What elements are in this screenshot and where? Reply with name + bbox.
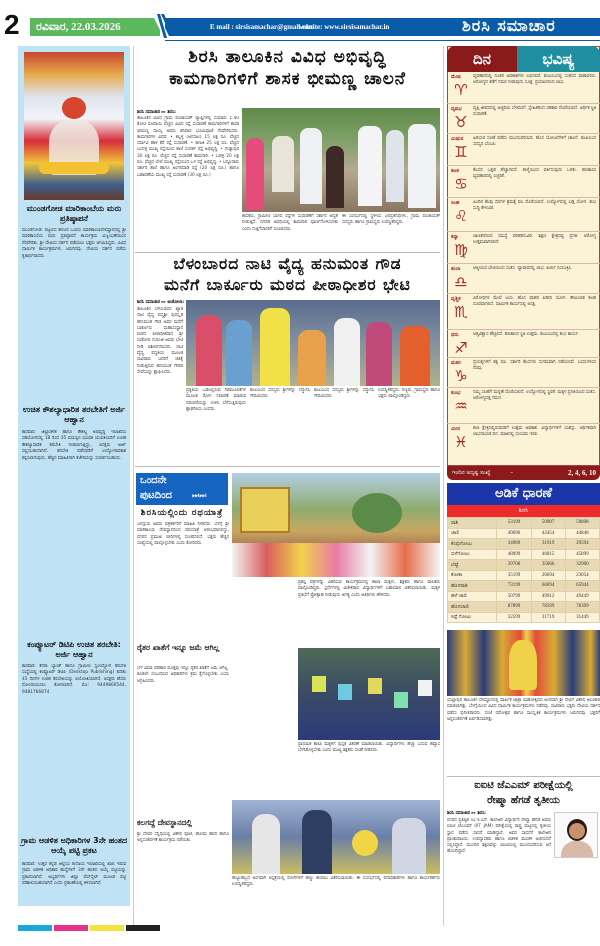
- variety-cell: ಕೆಂಪುಗೋಟು: [448, 539, 497, 550]
- sagittarius-icon: ♐: [454, 339, 468, 357]
- second-body-col4: ಉಪಸ್ಥಿತರಿದ್ದರು. ಗಣ್ಯರು, ಗ್ರಾಮಸ್ಥರು ಹಾಗೂ ಭಕ್ತರು ಪಾಲ್ಗೊಂಡಿದ್ದರು.: [378, 388, 440, 400]
- areca-rate-row: [448, 528, 600, 539]
- max-rate-cell: 50799: [497, 591, 531, 602]
- areca-rate-row: [448, 539, 600, 550]
- horoscope-sign-scorpio: ವೃಶ್ಚಿಕ ♏ ವಿರೋಧಿಗಳ ಮೇಲೆ ಜಯ. ಹೊಸ ವಾಹನ ಖರೀದಿ ಯೋಗ. ಕೌಟುಂಬಿಕ ಕಲಹ ದೂರವಾಗಲಿದೆ. ಧಾರ್ಮಿಕ ಕಾರ್ಯದಲ್ಲಿ ಆಸಕ್ತಿ.: [447, 294, 600, 330]
- farmers-subheadline: ರೈತರ ಖಾತೆಗೆ ಇನ್ನೂ ಜಮೆ ಆಗಿಲ್ಲ: [137, 643, 220, 652]
- kalagadde-subheadline: ಕಲಗದ್ದೆ ದೇವಸ್ಥಾನದಲ್ಲಿ: [137, 818, 192, 827]
- horoscope-sign-cancer: ಕಟಕ ♋ ಕೆಲಸದ ಒತ್ತಡ ಹೆಚ್ಚಾಗಲಿದೆ. ತಾಳ್ಮೆಯಿಂದ ವರ್ತಿಸುವುದು ಒಳಿತು. ಹಣಕಾಸಿನ ವ್ಯವಹಾರದಲ್ಲಿ ಎಚ್ಚರಿಕೆ.: [447, 166, 600, 198]
- lead-body: ತಾಲೂಕಿನ ವಿವಿಧ ಗ್ರಾಮ ಪಂಚಾಯತ್ ವ್ಯಾಪ್ತಿಗಳಲ್ಲಿ ಸುಮಾರು 1.40 ಕೋಟಿ ರೂಪಾಯಿ ವೆಚ್ಚದ ವಿವಿಧ ರಸ್ತೆ ಸುಧಾರಣೆ ಕಾಮಗಾರಿಗಳಿಗೆ ಶಾಸಕ ಭೀಮಣ್ಣ ನಾಯ್ಕ ಅವರು ಶನಿವಾರ ಭೂಮಿಪೂಜೆ ನೆರವೇರಿಸಿದರು. ಕಾಮಗಾರಿಗಳ ವಿವರ: • ಕಲ್ಲಳ್ಳಿ (ಅಗಸಾಲ) 15 ಲಕ್ಷ ರೂ. ವೆಚ್ಚದ ಸರ್ಪಾವಿ ಹಾಳಿ ಕೆರೆ ರಸ್ತೆ ಸುಧಾರಣೆ. • ಹಣಜಿ 25 ಲಕ್ಷ ರೂ. ವೆಚ್ಚದ ಬಂದಳ್ಳಿ ಮುಖ್ಯ ರಸ್ತೆಯಿಂದ ಶಾಲೆ ಸಂಪರ್ಕ ರಸ್ತೆ ಅಭಿವೃದ್ಧಿ. • ಗುಡ್ನಾಪುರ 30 ಲಕ್ಷ ರೂ. ವೆಚ್ಚದ ರಸ್ತೆ ಸುಧಾರಣೆ ಕಾಮಗಾರಿ. • ಬಡಳ್ಳಿ 20 ಲಕ್ಷ ರೂ. ವೆಚ್ಚದ ಬೇಲೆ ಮುಖ್ಯ ರಸ್ತೆಯಿಂದ ಒಳ ರಸ್ತೆ ಅಭಿವೃದ್ಧಿ. • ಬನ್ನೂರಾರು ಸರ್ಕಾರಿ ಶಾಲೆ ಹಾಗೂ ಅಂಗನವಾಡಿ ರಸ್ತೆ (20 ಲಕ್ಷ ರೂ.) ಹಾಗೂ ಬಡಾವಣೆಯ ಮುಖ್ಯ ರಸ್ತೆ ಸುಧಾರಣೆ (30 ಲಕ್ಷ ರೂ.): [137, 116, 239, 178]
- horoscope-sign-taurus: ವೃಷಭ ♉ ವೃತ್ತಿ ಜೀವನದಲ್ಲಿ ಅಚ್ಚರಿಯ ಬೆಳವಣಿಗೆ. ಸ್ನೇಹಿತರಿಂದ ಸಹಕಾರ ದೊರೆಯಲಿದೆ. ಆರ್ಥಿಕ ಸ್ಥಿತಿ ಸುಧಾರಣೆ.: [447, 104, 600, 134]
- avg-rate-cell: 78399: [565, 602, 599, 613]
- areca-rates-title: ಅಡಿಕೆ ಧಾರಣೆ: [447, 483, 600, 505]
- issue-date: ರವಿವಾರ, 22.03.2026: [30, 18, 160, 36]
- hospital-visit-photo: [232, 800, 440, 874]
- avg-rate-cell: 50898: [565, 518, 599, 529]
- areca-rate-row: [448, 581, 600, 592]
- min-rate-cell: 35666: [531, 560, 565, 571]
- variety-cell: ಬೆಟ್ಟೆ: [448, 560, 497, 571]
- photo-caption-1: ಪ್ರಶಸ್ತಿ ಪತ್ರಗಳನ್ನು ವಿತರಿಸುವ ಕಾರ್ಯಕ್ರಮದಲ್ಲಿ ಶಾಲಾ ಮಕ್ಕಳು, ಶಿಕ್ಷಕರು ಹಾಗೂ ಪಾಲಕರು ಪಾಲ್ಗೊಂಡಿದ್ದರು. ಸ್ಪರ್ಧೆಗಳಲ್ಲಿ ವಿಜೇತರಾದ ವಿದ್ಯಾರ್ಥಿಗಳಿಗೆ ಬಹುಮಾನ ವಿತರಿಸಲಾಯಿತು. ಮಕ್ಕಳ ಪ್ರತಿಭೆಗೆ ಪ್ರೋತ್ಸಾಹ ನೀಡುವುದು ಅಗತ್ಯ ಎಂದು ಅತಿಥಿಗಳು ಹೇಳಿದರು.: [298, 580, 440, 598]
- variety-cell: ಹೊಸರಾಶಿ: [448, 581, 497, 592]
- horoscope-sign-pisces: ಮೀನ ♓ ಕಲಾ ಕ್ಷೇತ್ರದಲ್ಲಿರುವವರಿಗೆ ಉತ್ತಮ ಅವಕಾಶ. ವಿದ್ಯಾರ್ಥಿಗಳಿಗೆ ಯಶಸ್ಸು. ಆರ್ಥಿಕವಾಗಿ ಲಾಭದಾಯಕ ದಿನ. ಮಾತಿನಲ್ಲಿ ಸಂಯಮ ಇರಲಿ.: [451, 426, 596, 451]
- kalagadde-body: ಶ್ರೀ ದೇವರ ಸನ್ನಿಧಿಯಲ್ಲಿ ವಿಶೇಷ ಪೂಜೆ, ಹೋಮ ಹವನ ಹಾಗೂ ಅನ್ನಸಂತರ್ಪಣೆ ಕಾರ್ಯಕ್ರಮ ನಡೆಯಿತು.: [137, 832, 229, 844]
- header-slash-divider: [152, 14, 170, 38]
- taurus-icon: ♉: [454, 113, 468, 131]
- page-number: 2: [4, 9, 20, 40]
- lead-headline-line2: ಕಾಮಗಾರಿಗಳಿಗೆ ಶಾಸಕ ಭೀಮಣ್ಣ ಚಾಲನೆ: [169, 69, 406, 89]
- second-headline-line2: ಮನೆಗೆ ಬಾರ್ಕೂರು ಮಠದ ಪೀಠಾಧೀಶರ ಭೇಟಿ: [164, 276, 411, 294]
- lucky-numbers: 2, 4, 6, 10: [568, 469, 596, 477]
- header-rule: [165, 40, 600, 41]
- pisces-icon: ♓: [454, 433, 468, 451]
- horoscope-sign-aries: ಮೇಷ ♈ ವ್ಯವಹಾರದಲ್ಲಿ ನೂತನ ಅವಕಾಶಗಳು ಲಭಿಸಲಿವೆ. ಕುಟುಂಬದಲ್ಲಿ ಸಂತಸದ ವಾತಾವರಣ. ಆರೋಗ್ಯದ ಕಡೆಗೆ ಗಮನ ನೀಡುವುದು ಸೂಕ್ತ. ಪ್ರಯಾಣದಿಂದ ಲಾಭ.: [447, 72, 600, 104]
- areca-market-name: ಶಿರಸಿ: [447, 505, 600, 517]
- rathayatra-photo: [232, 473, 440, 577]
- avg-rate-cell: 23054: [565, 570, 599, 581]
- scorpio-icon: ♏: [454, 303, 468, 321]
- horoscope-sign-aquarius: ಕುಂಭ ♒ ನಿಮ್ಮ ಸಲಹೆಗೆ ಮನ್ನಣೆ ದೊರೆಯಲಿದೆ. ಉದ್ಯೋಗದಲ್ಲಿ ಸ್ಥಿರತೆ. ಮಕ್ಕಳ ಪ್ರಗತಿಯಿಂದ ಸಂತಸ. ಆರೋಗ್ಯದತ್ತ ಗಮನ.: [447, 388, 600, 424]
- max-rate-cell: 87899: [497, 602, 531, 613]
- max-rate-cell: 48099: [497, 549, 531, 560]
- variety-cell: ಕೋಕಾ: [448, 570, 497, 581]
- story-headline: ಗ್ರಾಮ ಆಡಳಿತ ಅಧಿಕಾರಿಗಳ 3ನೇ ಹಂತದ ಆಯ್ಕೆ ಪಟ್ಟಿ ಪ್ರಕಟ: [20, 836, 128, 855]
- continued-tag-line2: ಪುಟದಿಂದ: [140, 490, 173, 501]
- capricorn-icon: ♑: [454, 367, 468, 385]
- max-rate-cell: 35199: [497, 570, 531, 581]
- rathayatra-headline: ಶಿರಸಿಯಲ್ಲಿಂದು ರಥಯಾತ್ರೆ: [140, 508, 224, 518]
- leo-icon: ♌: [454, 207, 468, 225]
- areca-rate-row: [448, 612, 600, 623]
- school-children-photo: [298, 648, 440, 740]
- column-rule: [133, 46, 134, 926]
- story-headline: ಕಂಪ್ಯೂಟರ್ ಡಿಟಿಪಿ ಉಚಿತ ತರಬೇತಿ: ಅರ್ಜಿ ಆಹ್ವಾನ: [27, 640, 121, 659]
- horoscope-title-left: ದಿನ: [447, 46, 517, 72]
- max-rate-cell: 32599: [497, 612, 531, 623]
- horoscope-sign-gemini: ಮಿಥುನ ♊ ಹಿರಿಯರ ಸಲಹೆ ಪಡೆದು ಮುಂದುವರಿಯಿರಿ. ಹೊಸ ಯೋಜನೆಗಳಿಗೆ ಚಾಲನೆ. ಕುಟುಂಬದ ಸದಸ್ಯರ ಬೆಂಬಲ.: [447, 134, 600, 166]
- column-rule: [443, 46, 444, 926]
- min-rate-cell: 50907: [531, 518, 565, 529]
- story-body: ಕಾರವಾರ: ಕೆನರಾ ಬ್ಯಾಂಕ್ ಹಾಗೂ ಗ್ರಾಮೀಣ ಸ್ವಉದ್ಯೋಗ ತರಬೇತಿ ಸಂಸ್ಥೆಯಲ್ಲಿ ಕಂಪ್ಯೂಟರ್ ಡಿಟಿಪಿ (Desktop Publishing) ಕುರಿತು 45 ದಿನಗಳ ಉಚಿತ ತರಬೇತಿಯನ್ನು ಆಯೋಜಿಸಲಾಗಿದೆ. ಆಸಕ್ತರು ಹೆಸರು ನೋಂದಾಯಿಸಲು ಕೋರಲಾಗಿದೆ. ಮೊ: 9449860544, 9481766874: [22, 664, 126, 695]
- variety-cell: ರಾಶಿ: [448, 518, 497, 529]
- section-divider: [447, 776, 600, 777]
- second-body-col2: ಪ್ರಕೃತಿಯ ಒಡಲಲ್ಲಿರುವ ಗಿಡಮೂಲಿಕೆಗಳ ಮೂಲಕ ರೋಗ ನಿವಾರಣೆ ಮಾಡುವ ಪರಂಪರೆಯನ್ನು ಉಳಿಸಿ ಬೆಳೆಸುತ್ತಿರುವುದು ಶ್ಲಾಘನೀಯ ಎಂದರು.: [186, 388, 246, 412]
- yellow-registration-mark: [90, 925, 124, 931]
- second-headline-line1: ಬೆಳಂಬಾರದ ನಾಟಿ ವೈದ್ಯ ಹನುಮಂತ ಗೌಡ: [173, 255, 402, 273]
- variety-cell: ಸಿಪ್ಪೆ ಗೋಟು: [448, 612, 497, 623]
- goddess-photo: [24, 52, 124, 200]
- max-rate-cell: 34989: [497, 539, 531, 550]
- avg-rate-cell: 32900: [565, 560, 599, 571]
- farmers-body: ಬೆಳೆ ವಿಮಾ ಪರಿಹಾರ ಮೊತ್ತವು ಇನ್ನೂ ರೈತರ ಖಾತೆಗೆ ಜಮೆ ಆಗಿಲ್ಲ. ಕೂಡಲೇ ಸಂಬಂಧಿಸಿದ ಅಧಿಕಾರಿಗಳು ಕ್ರಮ ಕೈಗೊಳ್ಳಬೇಕು ಎಂದು ಆಗ್ರಹಿಸಿದರು.: [137, 666, 229, 684]
- areca-rate-row: [448, 560, 600, 571]
- magenta-registration-mark: [54, 925, 88, 931]
- areca-rates-table: [447, 517, 600, 623]
- story-body: ಕಾರವಾರ: ಜಿಲ್ಲಾಡಳಿತ ಹಾಗೂ ಕೌಶಲ್ಯ ಅಭಿವೃದ್ಧಿ ಇಲಾಖೆಯ ಸಹಯೋಗದಲ್ಲಿ 18 ರಿಂದ 35 ವಯಸ್ಸಿನ ಯುವಕ ಯುವತಿಯರಿಗೆ ಉಚಿತ ಕೌಶಲ್ಯಾಧಾರಿತ ತರಬೇತಿ ನೀಡಲಾಗುತ್ತಿದ್ದು, ಆಸಕ್ತರು ಅರ್ಜಿ ಸಲ್ಲಿಸಬಹುದಾಗಿದೆ. ತರಬೇತಿ ಪಡೆದವರಿಗೆ ಉದ್ಯೋಗಾವಕಾಶ ಕಲ್ಪಿಸಲಾಗುವುದು. ಹೆಚ್ಚಿನ ಮಾಹಿತಿಗಾಗಿ ಕಚೇರಿಯನ್ನು ಸಂಪರ್ಕಿಸಬಹುದು.: [22, 430, 126, 461]
- iit-headline-line2: ರೇಷ್ಮಾ ಹೆಗಡೆ ತೃತೀಯ: [487, 795, 560, 806]
- variety-cell: ಚಾಲಿ: [448, 528, 497, 539]
- aries-icon: ♈: [454, 81, 468, 99]
- horoscope-sign-leo: ಸಿಂಹ ♌ ಹಿಂದಿನ ಕೆಲವು ದಿನಗಳ ಶ್ರಮಕ್ಕೆ ಫಲ ದೊರೆಯಲಿದೆ. ಉದ್ಯೋಗದಲ್ಲಿ ಬಡ್ತಿ ಯೋಗ. ಶುಭ ಸುದ್ದಿ ಕೇಳುವಿರಿ.: [447, 198, 600, 232]
- min-rate-cell: 49912: [531, 591, 565, 602]
- temple-deity-photo: [447, 630, 600, 696]
- iit-dateline: ಶಿರಸಿ ಸಮಾಚಾರ ▸▸ ಶಿರಸಿ:: [447, 811, 486, 816]
- forward-arrows-icon: ⏭⏭: [192, 491, 207, 500]
- lucky-number-label: ಇಂದಿನ ಅದೃಷ್ಟ ಸಂಖ್ಯೆ: [452, 470, 491, 476]
- max-rate-cell: 73199: [497, 581, 531, 592]
- areca-rate-row: [448, 602, 600, 613]
- variety-cell: ಹೊಸಚಾಲಿ: [448, 602, 497, 613]
- second-body: ತಾಲೂಕಿನ ಬೆಳಂಬಾರದ ಖ್ಯಾತ ನಾಟಿ ವೈದ್ಯ ಪದ್ಮಶ್ರೀ ಪುರಸ್ಕೃತ ಹನುಮಂತ ಗೌಡ ಅವರ ಮನೆಗೆ ಬಾರ್ಕೂರು ಮಹಾಸಂಸ್ಥಾನ ಮಠದ ಪೀಠಾಧೀಶರಾದ ಶ್ರೀ ಸಂತೋಷ ಗುರೂಜಿ ಅವರು ಭೇಟಿ ನೀಡಿ ಆಶೀರ್ವದಿಸಿದರು. ನಾಟಿ ವೈದ್ಯ ಪದ್ಧತಿಯ ಮೂಲಕ ಸಾವಿರಾರು ಜನರಿಗೆ ಚಿಕಿತ್ಸೆ ನೀಡುತ್ತಿರುವ ಹನುಮಂತ ಗೌಡರ ಸೇವೆಯನ್ನು ಶ್ಲಾಘಿಸಿದರು.: [137, 307, 183, 375]
- avg-rate-cell: 29594: [565, 539, 599, 550]
- cyan-registration-mark: [18, 925, 52, 931]
- avg-rate-cell: 45899: [565, 549, 599, 560]
- iit-headline-line1: ಐಐಟಿ ಜೆಎಎಮ್ ಪರೀಕ್ಷೆಯಲ್ಲಿ: [474, 780, 573, 791]
- cancer-icon: ♋: [454, 175, 468, 193]
- website-link[interactable]: website: www.sirsisamachar.in: [298, 23, 390, 31]
- contact-email[interactable]: E mail : sirsisamachar@gmail.com: [210, 23, 315, 31]
- story-body: ಮುಂಡಗೋಡ: ಪಟ್ಟಣದ ಹಳೂರ ಓಣಿಯ ಮಾರಿಕಾಂಬಾದೇವಸ್ಥಾನದಲ್ಲಿ ಶ್ರೀ ಮಾರಿಕಾಂಬೆಯ ಮರು ಪ್ರತಿಷ್ಠಾಪನೆ ಕಾರ್ಯಕ್ರಮ ವಿಜೃಂಭಣೆಯಿಂದ ನೆರವೇರಿತು. ಶ್ರೀ ದೇವಿಯ ದರ್ಶನ ಪಡೆಯಲು ಭಕ್ತರು ಆಗಮಿಸಿದ್ದರು. ವಿವಿಧ ಧಾರ್ಮಿಕ ಕಾರ್ಯಕ್ರಮಗಳು ಜರುಗಿದವು. ದೇವಿಯ ದರ್ಶನ ಪಡೆದು ಕೃತಾರ್ಥರಾದರು.: [22, 228, 126, 259]
- min-rate-cell: 66094: [531, 581, 565, 592]
- reshma-hegde-photo: [554, 812, 598, 858]
- continued-tag-line1: ಒಂದನೇ: [140, 475, 167, 486]
- lead-body-col3: ಈ ಸಂದರ್ಭದಲ್ಲಿ ಸ್ಥಳೀಯ ಜನಪ್ರತಿನಿಧಿಗಳು, ಗ್ರಾಮ ಪಂಚಾಯತ್ ಸದಸ್ಯರು ಹಾಗೂ ಗ್ರಾಮಸ್ಥರು ಉಪಸ್ಥಿತರಿದ್ದರು.: [342, 214, 440, 226]
- horoscope-sign-virgo: ಕನ್ಯಾ ♍ ಜಾಣತನದಿಂದ ಸಮಸ್ಯೆ ಪರಿಹರಿಸುವಿರಿ. ಶಿಕ್ಷಣ ಕ್ಷೇತ್ರದಲ್ಲಿ ಪ್ರಗತಿ. ಆರೋಗ್ಯ ಉತ್ತಮವಾಗಿರಲಿದೆ.: [447, 232, 600, 264]
- min-rate-cell: 26694: [531, 570, 565, 581]
- lead-dateline: ಶಿರಸಿ ಸಮಾಚಾರ ▸▸ ಶಿರಸಿ:: [137, 110, 176, 115]
- second-body-col3b: ಕುಟುಂಬದ ಸದಸ್ಯರು ಶ್ರೀಗಳನ್ನು ಸನ್ಮಾನಿಸಿ ಗೌರವಿಸಿದರು.: [314, 388, 374, 400]
- min-rate-cell: 78399: [531, 602, 565, 613]
- black-registration-mark: [126, 925, 160, 931]
- rathayatra-body: ಜಗದ್ಗುರು ಅವರು ಪತ್ರಕರ್ತರಿಗೆ ಮಾಹಿತಿ ನೀಡಿದರು. ಬೆಳಗ್ಗೆ ಶ್ರೀ ಮಾರಿಕಾಂಬಾ ದೇವಸ್ಥಾನದಿಂದ ರಥಯಾತ್ರೆ ಆರಂಭವಾಗಲಿದ್ದು, ನಗರದ ಪ್ರಮುಖ ಬೀದಿಗಳಲ್ಲಿ ಸಂಚರಿಸಲಿದೆ. ಭಕ್ತರು ಹೆಚ್ಚಿನ ಸಂಖ್ಯೆಯಲ್ಲಿ ಪಾಲ್ಗೊಳ್ಳಬೇಕು ಎಂದು ಕೋರಿದರು.: [137, 522, 229, 546]
- photo-caption-3: ಹುಟ್ಟುಹಬ್ಬದ ಅಂಗವಾಗಿ ಆಸ್ಪತ್ರೆಯಲ್ಲಿ ರೋಗಿಗಳಿಗೆ ಹಣ್ಣು ಹಂಪಲು ವಿತರಿಸಲಾಯಿತು. ಈ ಸಂದರ್ಭದಲ್ಲಿ ಪದಾಧಿಕಾರಿಗಳು ಹಾಗೂ ಕಾರ್ಯಕರ್ತರು ಉಪಸ್ಥಿತರಿದ್ದರು.: [232, 876, 440, 888]
- min-rate-cell: 31919: [531, 539, 565, 550]
- areca-rate-row: [448, 518, 600, 529]
- lead-photo-caption: ಶಾಸಕರು, ಗ್ರಾಮೀಣ ಭಾಗದ ರಸ್ತೆಗಳ ಸುಧಾರಣೆಗೆ ಸರ್ಕಾರ ಆದ್ಯತೆ ನೀಡುತ್ತಿದೆ. ನಿಗದಿತ ಅವಧಿಯಲ್ಲಿ ಕಾಮಗಾರಿ ಪೂರ್ಣಗೊಳಿಸಬೇಕು ಎಂದು ಗುತ್ತಿಗೆದಾರರಿಗೆ ಸೂಚಿಸಿದರು.: [242, 214, 338, 232]
- variety-cell: ಬಿಳೆಗೋಟು: [448, 549, 497, 560]
- min-rate-cell: 46815: [531, 549, 565, 560]
- virgo-icon: ♍: [454, 241, 468, 259]
- temple-story-body: ಯಲ್ಲಾಪುರ ತಾಲೂಕಿನ ದೇವಸ್ಥಾನದಲ್ಲಿ ವಾರ್ಷಿಕ ಜಾತ್ರಾ ಮಹೋತ್ಸವದ ಅಂಗವಾಗಿ ಶ್ರೀ ದೇವಿಗೆ ವಿಶೇಷ ಅಲಂಕಾರ ಮಾಡಲಾಗಿತ್ತು. ಬೆಳಗ್ಗೆಯಿಂದ ವಿವಿಧ ಧಾರ್ಮಿಕ ಕಾರ್ಯಕ್ರಮಗಳು ನಡೆದವು. ಸಾವಿರಾರು ಭಕ್ತರು ದೇವಿಯ ದರ್ಶನ ಪಡೆದು ಪುನೀತರಾದರು. ಸಂಜೆ ರಥೋತ್ಸವ ಹಾಗೂ ಸಾಂಸ್ಕೃತಿಕ ಕಾರ್ಯಕ್ರಮಗಳು ಜರುಗಿದವು. ಭಕ್ತರಿಗೆ ಅನ್ನಸಂತರ್ಪಣೆ ಏರ್ಪಡಿಸಲಾಗಿತ್ತು.: [447, 698, 600, 722]
- areca-rate-row: [448, 549, 600, 560]
- lead-headline-line1: ಶಿರಸಿ ತಾಲೂಕಿನ ವಿವಿಧ ಅಭಿವೃದ್ಧಿ: [188, 47, 387, 67]
- aquarius-icon: ♒: [454, 397, 468, 415]
- horoscope-sign-capricorn: ಮಕರ ♑ ಪ್ರಯತ್ನಗಳಿಗೆ ತಕ್ಕ ಫಲ. ಸರ್ಕಾರಿ ಕೆಲಸಗಳು ಸುಗಮವಾಗಿ ನಡೆಯಲಿವೆ. ಬಂಧುಗಳಿಂದ ನೆರವು.: [447, 358, 600, 388]
- horoscope-title-right: ಭವಿಷ್ಯ: [517, 46, 600, 72]
- second-dateline: ಶಿರಸಿ ಸಮಾಚಾರ ▸▸ ಅಂಕೋಲಾ:: [137, 300, 185, 305]
- masthead-title: ಶಿರಸಿ ಸಮಾಚಾರ: [462, 16, 556, 35]
- min-rate-cell: 31719: [531, 612, 565, 623]
- max-rate-cell: 39700: [497, 560, 531, 571]
- second-photo: [186, 300, 440, 386]
- avg-rate-cell: 31449: [565, 612, 599, 623]
- section-divider: [135, 252, 440, 253]
- max-rate-cell: 53199: [497, 518, 531, 529]
- story-headline: ಉಚಿತ ಕೌಶಲ್ಯಾಧಾರಿತ ತರಬೇತಿಗೆ ಅರ್ಜಿ ಆಹ್ವಾನ: [22, 405, 126, 424]
- min-rate-cell: 42454: [531, 528, 565, 539]
- avg-rate-cell: 65944: [565, 581, 599, 592]
- horoscope-sign-libra: ತುಲಾ ♎ ಆತ್ಮೀಯರ ಭೇಟಿಯಿಂದ ಸಂತಸ. ವ್ಯಾಪಾರದಲ್ಲಿ ಲಾಭ. ಖರ್ಚು ನಿಯಂತ್ರಿಸಿ.: [447, 264, 600, 294]
- lucky-number-dash: –: [510, 470, 514, 476]
- areca-rate-row: [448, 570, 600, 581]
- avg-rate-cell: 44848: [565, 528, 599, 539]
- story-body: ಕಾರವಾರ: ಉತ್ತರ ಕನ್ನಡ ಜಿಲ್ಲೆಯ ಕಂದಾಯ ಇಲಾಖೆಯಲ್ಲಿ ಖಾಲಿ ಇರುವ ಗ್ರಾಮ ಆಡಳಿತ ಅಧಿಕಾರಿ ಹುದ್ದೆಗಳಿಗೆ 3ನೇ ಹಂತದ ಆಯ್ಕೆ ಪಟ್ಟಿಯನ್ನು ಪ್ರಕಟಿಸಲಾಗಿದೆ. ಅಭ್ಯರ್ಥಿಗಳು ಜಿಲ್ಲಾ ವೆಬ್‌ಸೈಟ್ ಮೂಲಕ ಪಟ್ಟಿ ಪರಿಶೀಲಿಸಬಹುದಾಗಿದೆ ಎಂದು ಪ್ರಕಟಣೆಯಲ್ಲಿ ತಿಳಿಸಲಾಗಿದೆ.: [22, 862, 126, 887]
- iit-body: ನಗರದ ಪ್ರತಿಷ್ಠಿತ ಎಂ.ಇ.ಎಸ್. ಕಾಲೇಜಿನ ವಿದ್ಯಾರ್ಥಿನಿ ರೇಷ್ಮಾ ಹೆಗಡೆ ಅವರು ಐಐಟಿ ಜೆಎಎಮ್ (IIT JAM) ಪರೀಕ್ಷೆಯಲ್ಲಿ ರಾಷ್ಟ್ರ ಮಟ್ಟದಲ್ಲಿ ತೃತೀಯ ಸ್ಥಾನ ಪಡೆದು ಸಾಧನೆ ಮಾಡಿದ್ದಾರೆ. ಅವರ ಸಾಧನೆಗೆ ಕಾಲೇಜಿನ ಪ್ರಾಂಶುಪಾಲರು, ಉಪನ್ಯಾಸಕರು ಹಾಗೂ ಆಡಳಿತ ಮಂಡಳಿ ಅಭಿನಂದನೆ ಸಲ್ಲಿಸಿದ್ದಾರೆ. ಮುಂದಿನ ಶಿಕ್ಷಣವನ್ನು ಐಐಟಿಯಲ್ಲಿ ಮುಂದುವರಿಸುವ ಆಸೆ ಹೊಂದಿದ್ದಾರೆ.: [447, 818, 551, 855]
- story-headline: ಮುಂಡಗೋಡ ಮಾರಿಕಾಂಬೆಯ ಮರು ಪ್ರತಿಷ್ಠಾಪನೆ: [26, 204, 122, 223]
- avg-rate-cell: 49449: [565, 591, 599, 602]
- section-divider: [135, 466, 440, 467]
- variety-cell: ಹಳೆ ಚಾಲಿ: [448, 591, 497, 602]
- max-rate-cell: 49696: [497, 528, 531, 539]
- horoscope-sign-sagittarius: ಧನು ♐ ಆತ್ಮವಿಶ್ವಾಸ ಹೆಚ್ಚಲಿದೆ. ಹಣಕಾಸಿನ ಸ್ಥಿತಿ ಉತ್ತಮ. ಕುಟುಂಬದಲ್ಲಿ ಶುಭ ಕಾರ್ಯ.: [447, 330, 600, 358]
- areca-rate-row: [448, 591, 600, 602]
- libra-icon: ♎: [454, 273, 468, 291]
- photo-caption-2: ಪ್ರಾಥಮಿಕ ಶಾಲಾ ಮಕ್ಕಳಿಗೆ ಪುಸ್ತಕ ವಿತರಣೆ ಮಾಡಲಾಯಿತು. ವಿದ್ಯಾರ್ಥಿಗಳು ಹೆಚ್ಚು ಓದುವ ಹವ್ಯಾಸ ಬೆಳೆಸಿಕೊಳ್ಳಬೇಕು ಎಂದು ಮುಖ್ಯ ಶಿಕ್ಷಕರು ಸಲಹೆ ನೀಡಿದರು.: [298, 742, 440, 754]
- gemini-icon: ♊: [454, 143, 468, 161]
- second-body-col3: ಕುಟುಂಬದ ಸದಸ್ಯರು ಶ್ರೀಗಳನ್ನು ಸನ್ಮಾನಿಸಿ ಗೌರವಿಸಿದರು.: [250, 388, 310, 400]
- lead-photo: [242, 108, 440, 212]
